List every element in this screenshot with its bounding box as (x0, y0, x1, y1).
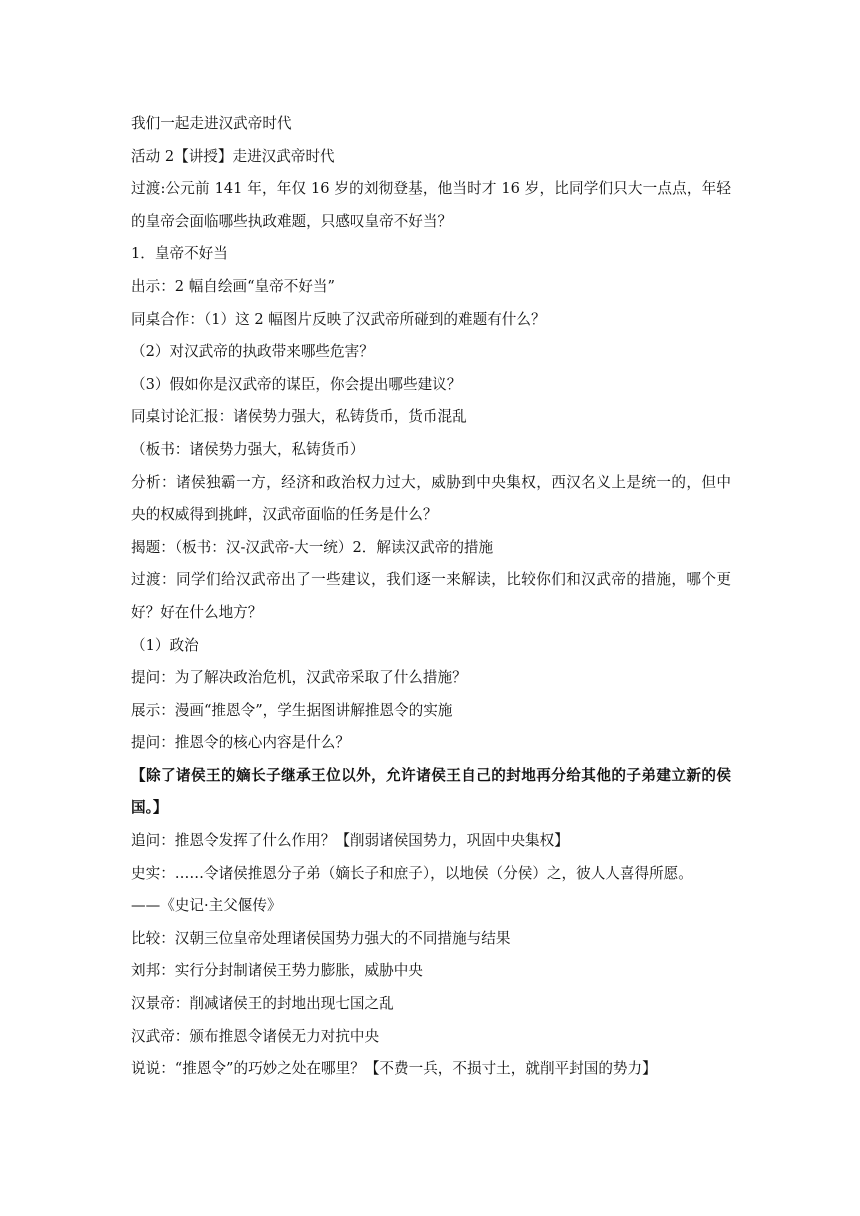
text-line-show-pictures: 出示：2 幅自绘画“皇帝不好当” (131, 277, 335, 295)
document-body (131, 108, 731, 1086)
text-line-emperor-jing: 汉景帝：削减诸侯王的封地出现七国之乱 (131, 995, 394, 1013)
text-line-reveal-topic: 揭题：（板书：汉-汉武帝-大一统）2．解读汉武帝的措施 (131, 538, 494, 556)
text-line-question-measures: 提问：为了解决政治危机，汉武帝采取了什么措施？ (131, 669, 467, 687)
text-line-historical-fact: 史实：……令诸侯推恩分子弟（嫡长子和庶子），以地侯（分侯）之，彼人人喜得所愿。 (131, 864, 693, 882)
text-line-answer-core-b: 国。】 (131, 799, 168, 817)
text-line-discuss-cleverness: 说说：“推恩令”的巧妙之处在哪里？【不费一兵，不损寸土，就削平封国的势力】 (131, 1060, 657, 1078)
text-line-comparison: 比较：汉朝三位皇帝处理诸侯国势力强大的不同措施与结果 (131, 929, 511, 947)
text-line-liu-bang: 刘邦：实行分封制诸侯王势力膨胀，威胁中央 (131, 962, 423, 980)
text-line-section-1: 1．皇帝不好当 (131, 245, 228, 263)
text-line-transition-1b: 的皇帝会面临哪些执政难题，只感叹皇帝不好当？ (131, 212, 453, 230)
text-line-display-cartoon: 展示：漫画“推恩令”，学生据图讲解推恩令的实施 (131, 701, 453, 719)
text-line-pair-work-q2: （2）对汉武帝的执政带来哪些危害？ (131, 343, 374, 361)
text-line-activity-heading: 活动 2【讲授】走进汉武帝时代 (131, 147, 335, 165)
text-line-transition-2a: 过渡：同学们给汉武帝出了一些建议，我们逐一来解读，比较你们和汉武帝的措施，哪个更 (131, 571, 731, 589)
text-line-pair-work-q1: 同桌合作：（1）这 2 幅图片反映了汉武帝所碰到的难题有什么？ (131, 310, 546, 328)
text-line-pair-work-q3: （3）假如你是汉武帝的谋臣，你会提出哪些建议？ (131, 375, 462, 393)
text-line-emperor-wu: 汉武帝：颁布推恩令诸侯无力对抗中央 (131, 1027, 380, 1045)
text-line-answer-core-a: 【除了诸侯王的嫡长子继承王位以外，允许诸侯王自己的封地再分给其他的子弟建立新的侯 (131, 766, 731, 784)
text-line-transition-1a: 过渡:公元前 141 年，年仅 16 岁的刘彻登基，他当时才 16 岁，比同学们只大一点点，年轻 (131, 180, 731, 198)
text-line-politics-heading: （1）政治 (131, 636, 199, 654)
text-line-transition-2b: 好？好在什么地方？ (131, 603, 263, 621)
text-line-title: 我们一起走进汉武帝时代 (131, 115, 292, 132)
text-line-blackboard-1: （板书：诸侯势力强大，私铸货币） (131, 440, 365, 458)
text-line-followup-question: 追问：推恩令发挥了什么作用？【削弱诸侯国势力，巩固中央集权】 (131, 832, 569, 850)
text-line-analysis-b: 央的权威得到挑衅，汉武帝面临的任务是什么？ (131, 506, 438, 524)
text-line-analysis-a: 分析：诸侯独霸一方，经济和政治权力过大，威胁到中央集权，西汉名义上是统一的，但中 (131, 473, 731, 491)
text-line-question-core: 提问：推恩令的核心内容是什么？ (131, 734, 350, 752)
text-line-discussion-report: 同桌讨论汇报：诸侯势力强大，私铸货币，货币混乱 (131, 408, 467, 426)
text-line-citation: ——《史记·主父偃传》 (131, 897, 282, 915)
